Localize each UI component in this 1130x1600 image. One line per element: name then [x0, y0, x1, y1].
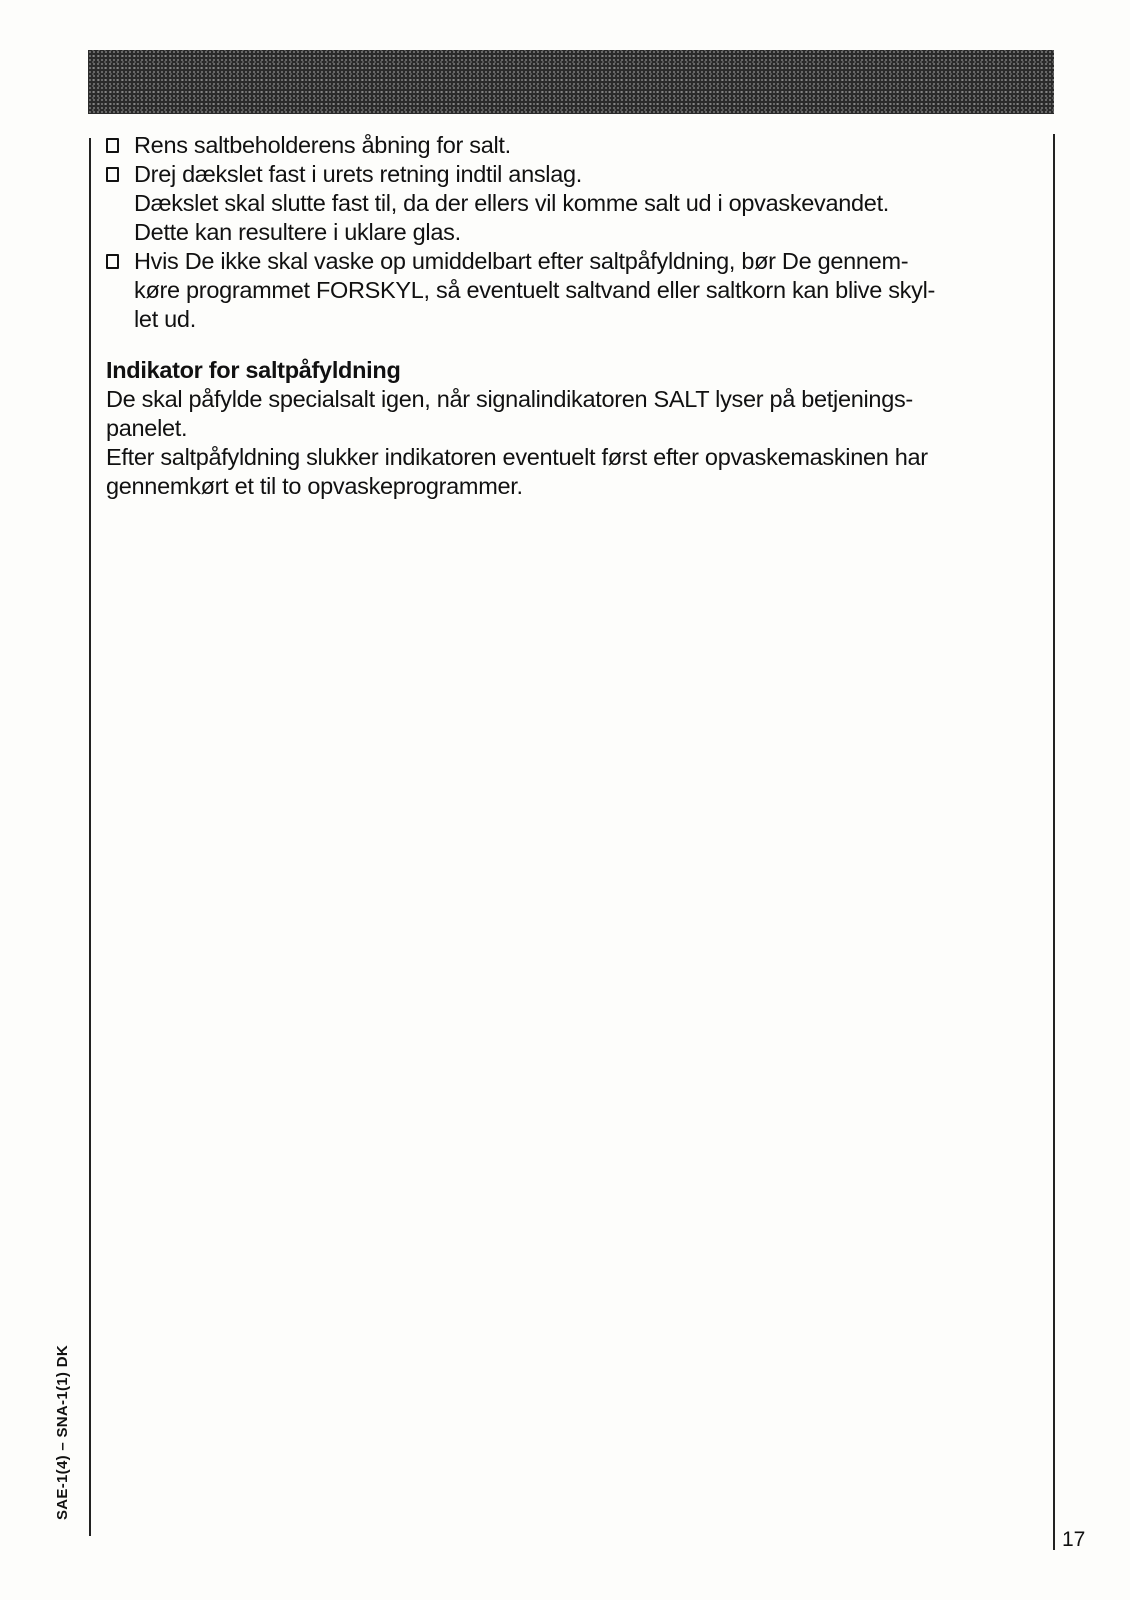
document-code: SAE-1(4) – SNA-1(1) DK: [54, 1345, 71, 1520]
section-line: De skal påfylde specialsalt igen, når signalindikatoren SALT lyser på betjenings-: [106, 386, 913, 412]
instruction-item: [106, 160, 1046, 189]
section-line: panelet.: [106, 415, 188, 441]
instruction-text: Hvis De ikke skal vaske op umiddelbart efter saltpåfyldning, bør De gennem-: [134, 248, 909, 274]
right-margin-rule: [1053, 134, 1055, 1550]
left-margin-rule: [89, 138, 91, 1536]
section-line: gennemkørt et til to opvaskeprogrammer.: [106, 473, 523, 499]
instruction-item: [106, 131, 1046, 160]
page-content: [106, 131, 1046, 501]
instruction-continuation: Dækslet skal slutte fast til, da der ellers vil komme salt ud i opvaskevandet.: [134, 190, 890, 216]
page-number: 17: [1062, 1528, 1086, 1551]
instruction-continuation: Dette kan resultere i uklare glas.: [134, 219, 461, 245]
instruction-continuation: let ud.: [134, 306, 196, 332]
header-band: [88, 50, 1054, 114]
checkbox-bullet-icon: [106, 167, 119, 182]
checkbox-bullet-icon: [106, 138, 119, 153]
section-heading: Indikator for saltpåfyldning: [106, 357, 401, 383]
instruction-continuation: køre programmet FORSKYL, så eventuelt saltvand eller saltkorn kan blive skyl-: [134, 277, 936, 303]
instruction-item: [106, 247, 1046, 276]
instruction-text: Rens saltbeholderens åbning for salt.: [134, 132, 511, 158]
instruction-text: Drej dækslet fast i urets retning indtil anslag.: [134, 161, 582, 187]
checkbox-bullet-icon: [106, 254, 119, 269]
section-line: Efter saltpåfyldning slukker indikatoren eventuelt først efter opvaskemaskinen har: [106, 444, 928, 470]
